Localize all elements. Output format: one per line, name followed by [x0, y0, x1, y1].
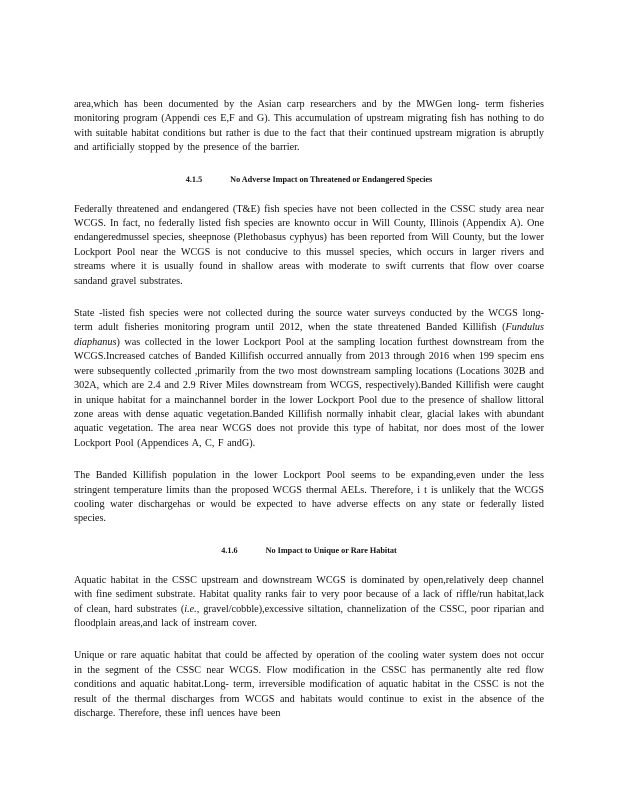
section-4-1-6-heading: [74, 545, 544, 557]
killifish-population-paragraph: The Banded Killifish population in the lower Lockport Pool seems to be expanding,even under the less stringent temperature limits than the proposed WCGS thermal AELs. Therefore, i t is unlikely that the WCGS cooling water dischargehas or would be expected to have adverse effects on any state or federally listed species.: [74, 470, 544, 525]
t-and-e-paragraph: Federally threatened and endangered (T&E) fish species have not been collected in the CSSC study area near WCGS. In fact, no federally listed fish species are knownto occur in Will County, Illinois (Appendix A). One endangeredmussel species, sheepnose (Plethobasus cyphyus) has been reported from Will County, but the lower Lockport Pool near the WCGS is not conducive to this mussel species, which occurs in larger rivers and streams where it is usually found in shallow areas with moderate to swift currents that flow over coarse sandand gravel substrates.: [74, 203, 544, 287]
document-body: [74, 98, 544, 721]
section-number: 4.1.5: [185, 174, 203, 184]
intro-paragraph: area,which has been documented by the Asian carp researchers and by the MWGen long- term fisheries monitoring program (Appendi ces E,F and G). This accumulation of upstream migrating fish has nothing to do with suitable habitat conditions but rather is due to the fact that their continued upstream migration is abruptly and artificially stopped by the presence of the barrier.: [74, 99, 544, 154]
section-4-1-5-heading: [74, 174, 544, 186]
abbreviation: i.e.,: [184, 603, 200, 615]
paragraph-text: Aquatic habitat in the CSSC upstream and downstream WCGS is dominated by open,relatively deep channel with fine sediment substrate. Habitat quality ranks fair to very poor because of a lack of riffle/run habitat,lack of clean, hard substrates (: [74, 574, 544, 615]
section-title: No Adverse Impact on Threatened or Endangered Species: [230, 174, 433, 184]
paragraph-text: State -listed fish species were not collected during the source water surveys conducted by the WCGS long-term adult fisheries monitoring program until 2012, when the state threatened Banded Killifish (: [74, 308, 544, 334]
paragraph-text: gravel/cobble),excessive siltation, channelization of the CSSC, poor riparian and floodplain areas,and lack of instream cover.: [74, 603, 544, 629]
paragraph-text: ) was collected in the lower Lockport Pool at the sampling location furthest downstream from the WCGS.Increased catches of Banded Killifish occurred annually from 2013 through 2016 when 199 specim ens were subsequently collected ,primarily from the two most downstream sampling locations (Locations 302B and 302A, which are 2.4 and 2.9 River Miles downstream from WCGS, respectively).Banded Killifish were caught in unique habitat for a mainchannel border in the lower Lockport Pool due to the presence of shallow littoral zone areas with dense aquatic vegetation.Banded Killifish normally inhabit clear, glacial lakes with abundant aquatic vegetation. The area near WCGS does not provide this type of habitat, nor does most of the lower Lockport Pool (Appendices A, C, F andG).: [74, 336, 544, 449]
section-number: 4.1.6: [221, 545, 238, 555]
aquatic-habitat-paragraph: [74, 574, 544, 632]
state-listed-paragraph: [74, 307, 544, 451]
unique-habitat-paragraph: Unique or rare aquatic habitat that could be affected by operation of the cooling water system does not occur in the segment of the CSSC near WCGS. Flow modification in the CSSC has permanently alte red flow conditions and aquatic habitat.Long- term, irreversible modification of aquatic habitat in the CSSC is not the result of the thermal discharges from WCGS and habitats would continue to exist in the absence of the discharge. Therefore, these infl uences have been: [74, 650, 544, 719]
section-title: No Impact to Unique or Rare Habitat: [265, 545, 397, 555]
species-name: Fundulus diaphanus: [74, 322, 544, 348]
